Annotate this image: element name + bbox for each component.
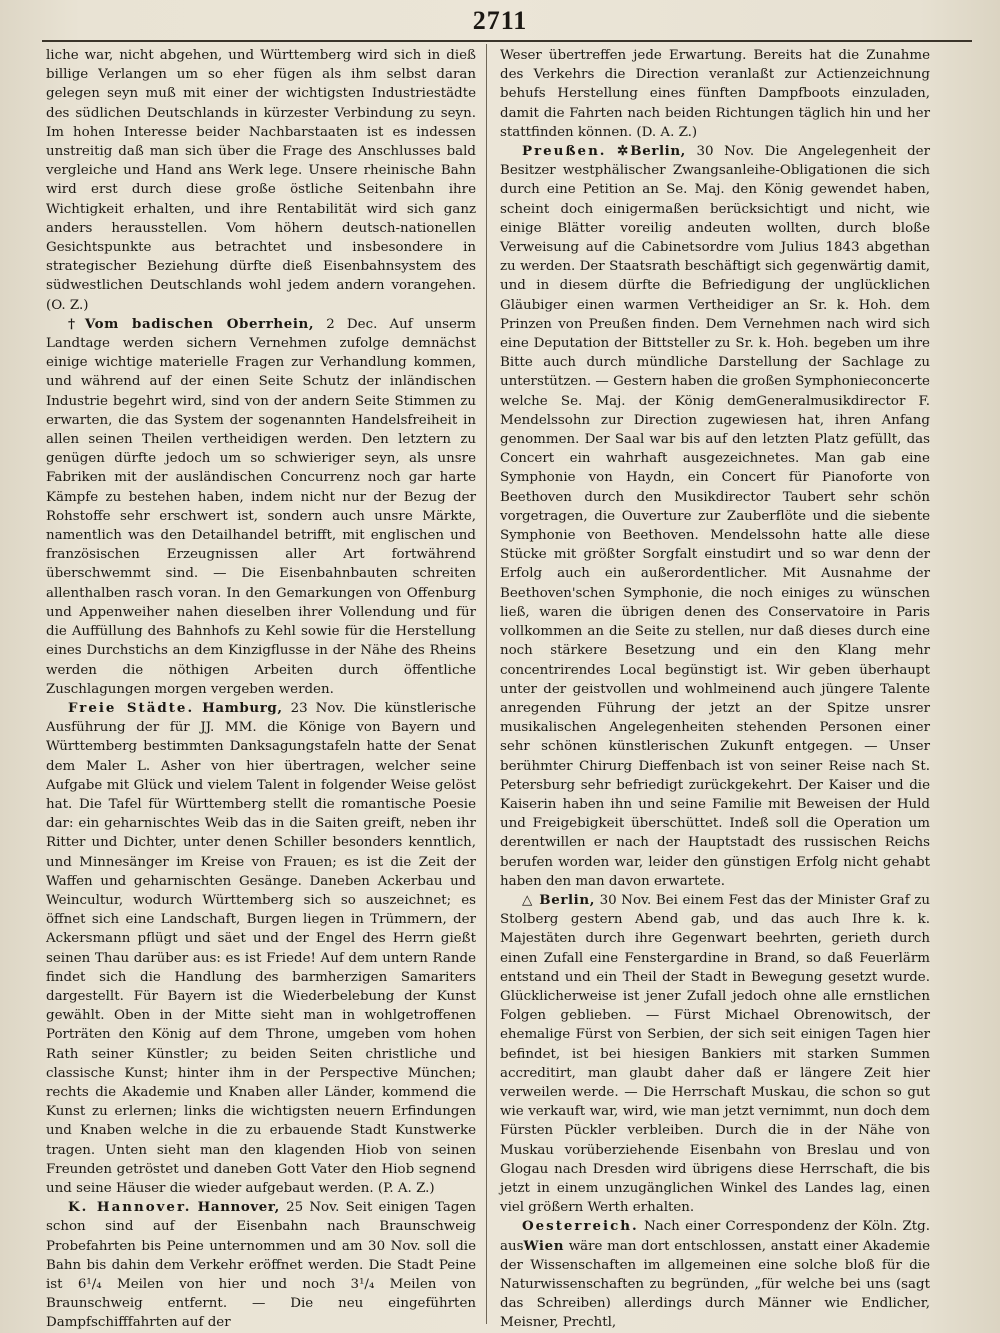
article-text: 23 Nov. Die künstlerische Ausführung der für JJ. MM. die Könige von Bayern und Württemberg bestimmten Danksagungstafeln hatte der Senat dem Maler L. Asher von hier übertragen, welcher seine Aufgabe mit Glück und vielem Talent in folgender Weise gelöst hat. Die Tafel für Württemberg stellt die romantische Poesie dar: ein geharnischtes Weib das in die Saiten greift, neben ihr Ritter und Dichter, unter denen Schiller besonders kenntlich, und Minnesänger im Kreise von Frauen; es ist die Zeit der Waffen und geharnischten Gesänge. Daneben Ackerbau und Weincultur, wodurch Württemberg sich so auszeichnet; es öffnet sich eine Landschaft, Burgen liegen in Trümmern, der Ackersmann pflügt und säet und der Engel des Herrn gießt seinen Thau darüber aus: es ist Friede! Auf dem untern Rande findet sich die Handlung des barmherzigen Samariters dargestellt. Für Bayern ist die Wiederbelebung der Kunst gewählt. Oben in der Mitte sieht man in wohlgetroffenen Porträten den König auf dem Throne, umgeben vom hohen Rath seiner Künstler; zu beiden Seiten christliche und classische Kunst; hinter ihm in der Perspective München; rechts die Akademie und Knaben aller Länder, kommend die Kunst zu erlernen; links die wichtigsten neuern Erfindungen und Knaben welche in die zu erbauende Stadt Kunstwerke tragen. Unten sieht man den klagenden Hiob von seinen Freunden getröstet und daneben Gott Vater den Hiob segnend und seine Häuser die wieder aufgebaut werden. (P. A. Z.) bbox=[46, 700, 476, 1196]
article-text: wäre man dort entschlossen, anstatt einer Akademie der Wissenschaften im allgemeinen eine solche bloß für die Naturwissenschaften zu begründen, „für welche bei uns (sagt das Schreiben) allerdings durch Männer wie Endlicher, Meisner, Prechtl, bbox=[500, 1238, 930, 1331]
triangle-mark: △ bbox=[522, 891, 533, 908]
article-text: 25 Nov. Seit einigen Tagen schon sind auf der Eisenbahn nach Braunschweig Probefahrten bis Peine unternommen und am 30 Nov. soll die Bahn bis dahin dem Verkehr eröffnet werden. Die Stadt Peine ist 6¹/₄ Meilen von hier und noch 3¹/₄ Meilen von Braunschweig entfernt. — Die neu eingeführten Dampfschifffahrten auf der bbox=[46, 1200, 476, 1331]
article-oesterreich bbox=[500, 1217, 930, 1332]
dateline-place: Vom badischen Oberrhein, bbox=[84, 315, 315, 332]
dateline-place: Berlin, bbox=[539, 891, 595, 908]
dateline-place: Berlin, bbox=[630, 143, 686, 160]
dagger-mark: † bbox=[68, 315, 83, 332]
continuation-paragraph: Weser übertreffen jede Erwartung. Bereits hat die Zunahme des Verkehrs die Direction veranlaßt zur Actienzeichnung behufs Herstellung eines fünften Dampfboots einzuladen, damit die Fahrten nach beiden Richtungen täglich hin und her stattfinden können. (D. A. Z.) bbox=[500, 48, 930, 140]
article-text: 30 Nov. Bei einem Fest das der Minister Graf zu Stolberg gestern Abend gab, und das auch Ihre k. k. Majestäten durch ihre Gegenwart beehrten, gerieth durch einen Zufall eine Fenstergardine in Brand, so daß Feuerlärm entstand und ein Theil der Stadt in Bewegung gesetzt wurde. Glücklicherweise ist jener Zufall jedoch ohne alle ernstlichen Folgen geblieben. — Fürst Michael Obrenowitsch, der ehemalige Fürst von Serbien, der sich seit einigen Tagen hier befindet, ist bei hiesigen Bankiers mit starken Summen accreditirt, man glaubt daher daß er längere Zeit hier verweilen werde. — Die Herrschaft Muskau, die schon so gut wie verkauft war, wird, wie man jetzt vernimmt, nun doch dem Fürsten Pückler verbleiben. Durch die in der Nähe von Muskau vorüberziehende Eisenbahn von Breslau und von Glogau nach Dresden wird übrigens diese Herrschaft, die bis jetzt in einem unzugänglichen Winkel des Landes lag, einen viel größern Werth erhalten. bbox=[500, 892, 930, 1216]
asterisk-mark: ✲ bbox=[617, 143, 629, 160]
region-heading: Oesterreich. bbox=[522, 1218, 639, 1235]
dateline-place: Wien bbox=[523, 1237, 565, 1254]
region-heading: Preußen. bbox=[522, 143, 607, 160]
article-text: Nach einer Correspondenz der Köln. Ztg. aus bbox=[500, 1219, 930, 1254]
column-divider bbox=[486, 44, 487, 1324]
page-number: 2711 bbox=[472, 6, 528, 35]
continuation-paragraph: liche war, nicht abgehen, und Württemberg wird sich in dieß billige Verlangen um so eher fügen als ihm selbst daran gelegen seyn muß mit einer der wichtigsten Industriestädte des südlichen Deutschlands in kürzester Verbindung zu seyn. Im hohen Interesse beider Nachbarstaaten ist es indessen unstreitig daß man sich über die Frage des Anschlusses bald vergleiche und Hand ans Werk lege. Unsere rheinische Bahn wird erst durch diese große östliche Seitenbahn ihre Wichtigkeit erhalten, und ihre Rentabilität wird sich ganz anders herausstellen. Vom höhern deutsch-nationellen Gesichtspunkte aus betrachtet und insbesondere in strategischer Beziehung dürfte dieß Eisenbahnsystem des südwestlichen Deutschlands wohl jedem andern vorangehen. (O. Z.) bbox=[46, 48, 476, 313]
article-hamburg bbox=[46, 699, 476, 1198]
right-column bbox=[500, 46, 930, 1331]
left-column bbox=[46, 46, 476, 1331]
region-heading: K. Hannover. bbox=[68, 1199, 192, 1216]
article-text: 2 Dec. Auf unserm Landtage werden sichern Vernehmen zufolge demnächst einige wichtige materielle Fragen zur Verhandlung kommen, und während auf der einen Seite Schutz der inländischen Industrie begehrt wird, sind von der andern Seite Stimmen zu erwarten, die das System der sogenannten Handelsfreiheit in allen seinen Theilen vertheidigen werden. Den letztern zu genügen dürfte jedoch um so schwieriger seyn, als unsre Fabriken mit der ausländischen Concurrenz noch gar harte Kämpfe zu bestehen haben, indem nicht nur der Bezug der Rohstoffe sehr erschwert ist, sondern auch unsre Märkte, namentlich was den Detailhandel betrifft, mit englischen und französischen Erzeugnissen aller Art fortwährend überschwemmt sind. — Die Eisenbahnbauten schreiten allenthalben rasch voran. In den Gemarkungen von Offenburg und Appenweiher nahen dieselben ihrer Vollendung und für die Auffüllung des Bahnhofs zu Kehl sowie für die Herstellung eines Durchstichs an dem Kinzigflusse in der Nähe des Rheins werden die nöthigen Arbeiten durch öffentliche Zuschlagungen morgen vergeben werden. bbox=[46, 316, 476, 697]
header-rule bbox=[42, 40, 972, 42]
article-berlin-fire bbox=[500, 891, 930, 1217]
dateline-place: Hannover, bbox=[197, 1199, 280, 1216]
article-baden bbox=[46, 315, 476, 699]
article-hannover bbox=[46, 1198, 476, 1332]
region-heading: Freie Städte. bbox=[68, 699, 195, 716]
article-text: 30 Nov. Die Angelegenheit der Besitzer westphälischer Zwangsanleihe-Obligationen die sich durch eine Petition an Se. Maj. den König gewendet haben, scheint doch einigermaßen berücksichtigt und nicht, wie einige Blätter voreilig andeuten wollten, durch bloße Verweisung auf die Cabinetsordre vom Julius 1843 abgethan zu werden. Der Staatsrath beschäftigt sich gegenwärtig damit, und in diesem dürfte die Befriedigung der unglücklichen Gläubiger einen warmen Vertheidiger an Sr. k. Hoh. dem Prinzen von Preußen finden. Dem Vernehmen nach wird sich eine Deputation der Bittsteller zu Sr. k. Hoh. begeben um ihre Bitte auch durch mündliche Darstellung der Sachlage zu unterstützen. — Gestern haben die großen Symphonieconcerte welche Se. Maj. der König demGeneralmusikdirector F. Mendelssohn zur Direction zugewiesen hat, ihren Anfang genommen. Der Saal war bis auf den letzten Platz gefüllt, das Concert ein wahrhaft ausgezeichnetes. Man gab eine Symphonie von Haydn, ein Concert für Pianoforte von Beethoven durch den Musikdirector Taubert sehr schön vorgetragen, die Ouverture zur Zauberflöte und die siebente Symphonie von Beethoven. Mendelssohn hatte alle diese Stücke mit größter Sorgfalt einstudirt und so war denn der Erfolg auch ein außerordentlicher. Mit Ausnahme der Beethoven'schen Symphonie, die noch einiges zu wünschen ließ, waren die übrigen denen des Conservatoire in Paris vollkommen an die Seite zu stellen, nur daß dieses durch eine noch stärkere Besetzung und ein den Klang mehr concentrirendes Local begünstigt ist. Wir geben überhaupt unter der geistvollen und wohlmeinend auch jüngere Talente anregenden Führung der jetzt an der Spitze unsrer musikalischen Angelegenheiten stehenden Personen einer sehr schönen künstlerischen Zukunft entgegen. — Unser berühmter Chirurg Dieffenbach ist von seiner Reise nach St. Petersburg sehr befriedigt zurückgekehrt. Der Kaiser und die Kaiserin haben ihn und seine Familie mit Beweisen der Huld und Freigebigkeit überschüttet. Indeß soll die Operation um derentwillen er nach der Hauptstadt des russischen Reichs berufen worden war, leider den günstigen Erfolg nicht gehabt haben den man davon erwartete. bbox=[500, 144, 930, 889]
article-berlin-concerts bbox=[500, 142, 930, 891]
dateline-place: Hamburg, bbox=[202, 699, 283, 716]
